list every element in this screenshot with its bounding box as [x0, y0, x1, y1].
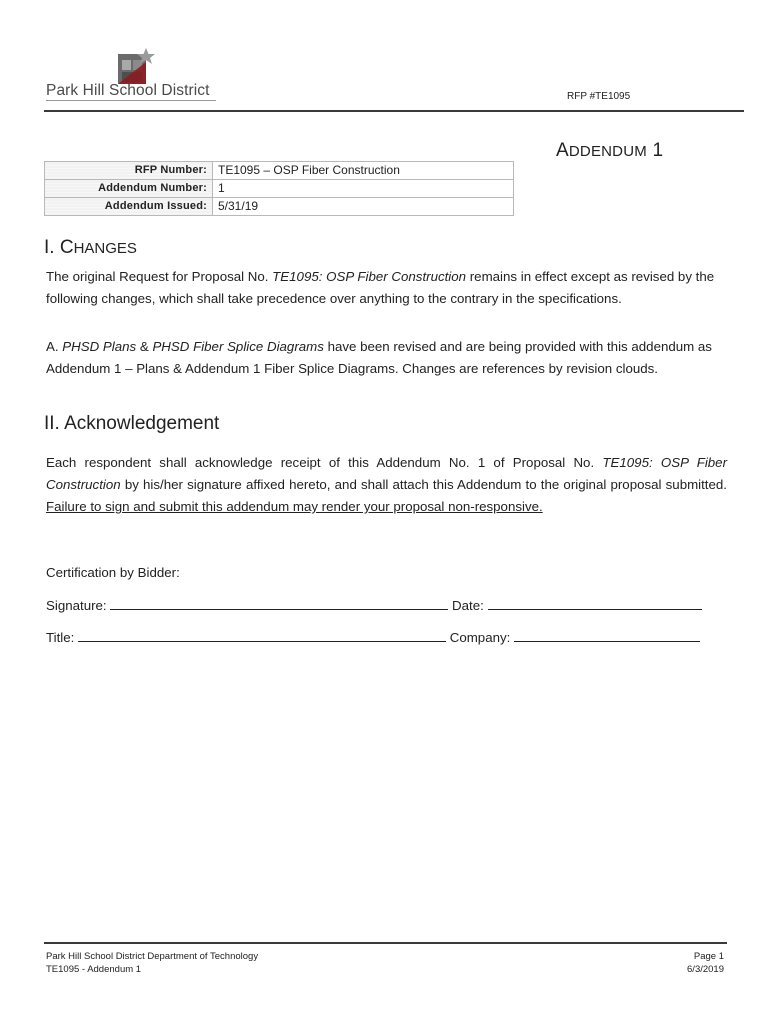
footer-date: 6/3/2019	[687, 964, 724, 975]
table-row	[45, 162, 514, 180]
signature-field[interactable]	[110, 597, 448, 610]
section-changes-heading: I. CHANGES	[44, 237, 137, 258]
title-row	[46, 629, 700, 645]
addendum-number-value: 1	[213, 180, 514, 198]
rfp-number-value: TE1095 – OSP Fiber Construction	[213, 162, 514, 180]
certification-heading: Certification by Bidder:	[46, 565, 180, 580]
title-label: Title:	[46, 630, 75, 645]
title-field[interactable]	[78, 629, 446, 642]
footer-right	[600, 950, 724, 976]
rfp-info-table	[44, 161, 514, 216]
signature-row	[46, 597, 702, 613]
date-label: Date:	[452, 598, 484, 613]
signature-label: Signature:	[46, 598, 107, 613]
logo-underline	[46, 100, 216, 101]
logo-text: Park Hill School District	[46, 82, 210, 99]
section-acknowledgement-heading: II. Acknowledgement	[44, 413, 220, 434]
company-label: Company:	[449, 630, 511, 645]
footer-department: Park Hill School District Department of Technology	[46, 951, 259, 962]
acknowledgement-paragraph: Each respondent shall acknowledge receipt of this Addendum No. 1 of Proposal No. TE1095: OSP Fiber Construction by his/her signature affixed hereto, and shall attach this Addendum to the original proposal submitted. Failure to sign and submit this addendum may render your proposal non-responsive.	[46, 455, 727, 514]
addendum-issued-value: 5/31/19	[213, 198, 514, 216]
addendum-issued-label: Addendum Issued:	[45, 198, 213, 216]
page-number: Page 1	[693, 951, 724, 962]
revision-paragraph: A. PHSD Plans & PHSD Fiber Splice Diagrams have been revised and are being provided with this addendum as Addendum 1 – Plans & Addendum 1 Fiber Splice Diagrams. Changes are references by revision clouds.	[46, 339, 712, 376]
footer-left	[46, 950, 258, 976]
rfp-number-label: RFP Number:	[45, 162, 213, 180]
footer-divider	[44, 942, 727, 944]
addendum-title: ADDENDUM 1	[556, 140, 664, 161]
district-logo-icon	[116, 46, 156, 86]
addendum-number-label: Addendum Number:	[45, 180, 213, 198]
date-field[interactable]	[488, 597, 702, 610]
table-row	[45, 198, 514, 216]
company-field[interactable]	[514, 629, 700, 642]
table-row	[45, 180, 514, 198]
changes-paragraph: The original Request for Proposal No. TE1095: OSP Fiber Construction remains in effect except as revised by the following changes, which shall take precedence over anything to the contrary in the specifications.	[46, 269, 715, 306]
rfp-reference: RFP #TE1095	[567, 91, 631, 102]
footer-document-id: TE1095 - Addendum 1	[46, 964, 142, 975]
header-divider	[44, 110, 744, 112]
